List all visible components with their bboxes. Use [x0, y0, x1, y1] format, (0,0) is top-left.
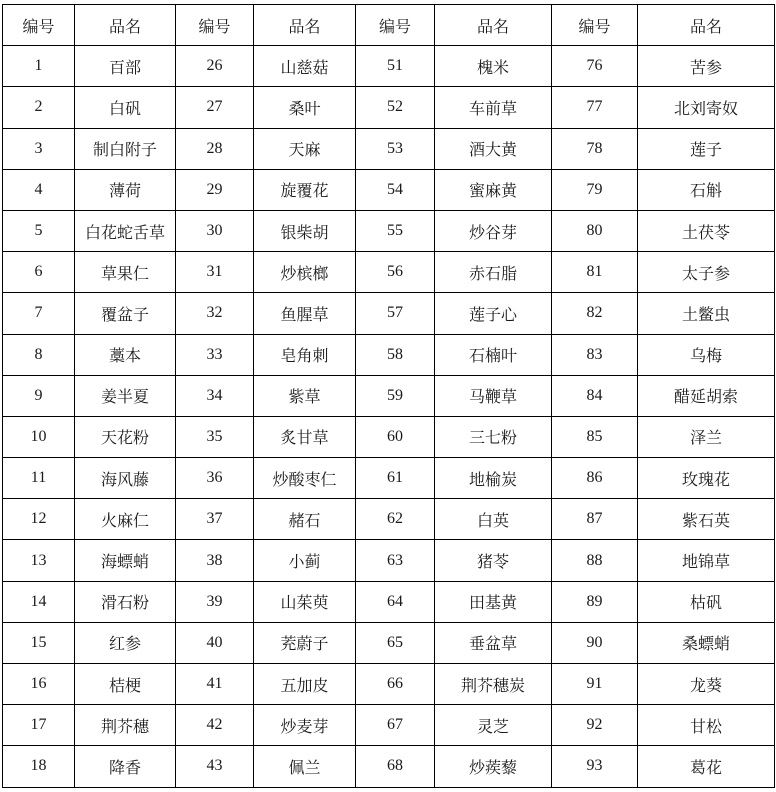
table-row: [3, 458, 775, 499]
cell-herb-name: 茺蔚子: [254, 622, 356, 663]
cell-number: 85: [552, 416, 638, 457]
cell-number: 88: [552, 540, 638, 581]
cell-herb-name: 灵芝: [435, 705, 552, 746]
cell-number: 55: [356, 210, 435, 251]
cell-herb-name: 马鞭草: [435, 375, 552, 416]
cell-number: 13: [3, 540, 75, 581]
herb-table: [2, 4, 775, 788]
cell-number: 92: [552, 705, 638, 746]
cell-herb-name: 荆芥穗炭: [435, 664, 552, 705]
cell-herb-name: 葛花: [638, 746, 775, 787]
cell-number: 53: [356, 128, 435, 169]
header-number: 编号: [356, 5, 435, 46]
table-row: [3, 128, 775, 169]
cell-herb-name: 炙甘草: [254, 416, 356, 457]
cell-herb-name: 枯矾: [638, 581, 775, 622]
cell-number: 78: [552, 128, 638, 169]
cell-number: 56: [356, 252, 435, 293]
cell-herb-name: 桑螵蛸: [638, 622, 775, 663]
cell-number: 66: [356, 664, 435, 705]
cell-herb-name: 佩兰: [254, 746, 356, 787]
cell-herb-name: 降香: [75, 746, 176, 787]
header-name: 品名: [638, 5, 775, 46]
cell-number: 60: [356, 416, 435, 457]
cell-number: 36: [176, 458, 254, 499]
cell-number: 76: [552, 46, 638, 87]
cell-herb-name: 槐米: [435, 46, 552, 87]
cell-herb-name: 天花粉: [75, 416, 176, 457]
cell-number: 41: [176, 664, 254, 705]
cell-herb-name: 土鳖虫: [638, 293, 775, 334]
cell-number: 83: [552, 334, 638, 375]
cell-herb-name: 炒酸枣仁: [254, 458, 356, 499]
cell-number: 63: [356, 540, 435, 581]
cell-herb-name: 乌梅: [638, 334, 775, 375]
cell-number: 61: [356, 458, 435, 499]
cell-number: 58: [356, 334, 435, 375]
cell-number: 82: [552, 293, 638, 334]
cell-number: 10: [3, 416, 75, 457]
header-name: 品名: [435, 5, 552, 46]
cell-number: 7: [3, 293, 75, 334]
cell-herb-name: 紫石英: [638, 499, 775, 540]
cell-herb-name: 猪苓: [435, 540, 552, 581]
cell-herb-name: 地锦草: [638, 540, 775, 581]
table-row: [3, 293, 775, 334]
table-row: [3, 705, 775, 746]
cell-herb-name: 皂角刺: [254, 334, 356, 375]
cell-herb-name: 红参: [75, 622, 176, 663]
cell-number: 59: [356, 375, 435, 416]
cell-herb-name: 白英: [435, 499, 552, 540]
cell-herb-name: 姜半夏: [75, 375, 176, 416]
cell-herb-name: 小蓟: [254, 540, 356, 581]
cell-herb-name: 地榆炭: [435, 458, 552, 499]
cell-herb-name: 藁本: [75, 334, 176, 375]
cell-herb-name: 醋延胡索: [638, 375, 775, 416]
cell-number: 62: [356, 499, 435, 540]
cell-herb-name: 白花蛇舌草: [75, 210, 176, 251]
cell-herb-name: 百部: [75, 46, 176, 87]
table-row: [3, 169, 775, 210]
cell-number: 8: [3, 334, 75, 375]
cell-herb-name: 炒谷芽: [435, 210, 552, 251]
cell-number: 84: [552, 375, 638, 416]
cell-herb-name: 赤石脂: [435, 252, 552, 293]
cell-number: 40: [176, 622, 254, 663]
table-row: [3, 746, 775, 787]
cell-number: 26: [176, 46, 254, 87]
cell-herb-name: 草果仁: [75, 252, 176, 293]
header-name: 品名: [75, 5, 176, 46]
cell-number: 9: [3, 375, 75, 416]
cell-herb-name: 土茯苓: [638, 210, 775, 251]
cell-number: 52: [356, 87, 435, 128]
cell-number: 89: [552, 581, 638, 622]
cell-herb-name: 炒蒺藜: [435, 746, 552, 787]
cell-herb-name: 垂盆草: [435, 622, 552, 663]
cell-number: 33: [176, 334, 254, 375]
table-row: [3, 664, 775, 705]
table-body: [3, 46, 775, 787]
cell-herb-name: 海螵蛸: [75, 540, 176, 581]
cell-number: 16: [3, 664, 75, 705]
cell-herb-name: 莲子心: [435, 293, 552, 334]
header-name: 品名: [254, 5, 356, 46]
table-row: [3, 622, 775, 663]
cell-herb-name: 荆芥穗: [75, 705, 176, 746]
cell-number: 65: [356, 622, 435, 663]
cell-herb-name: 苦参: [638, 46, 775, 87]
table-row: [3, 46, 775, 87]
cell-number: 91: [552, 664, 638, 705]
cell-number: 31: [176, 252, 254, 293]
table-row: [3, 375, 775, 416]
cell-herb-name: 炒槟榔: [254, 252, 356, 293]
cell-number: 32: [176, 293, 254, 334]
cell-number: 51: [356, 46, 435, 87]
cell-number: 42: [176, 705, 254, 746]
table-row: [3, 499, 775, 540]
cell-number: 64: [356, 581, 435, 622]
cell-number: 57: [356, 293, 435, 334]
cell-number: 81: [552, 252, 638, 293]
cell-herb-name: 旋覆花: [254, 169, 356, 210]
cell-number: 35: [176, 416, 254, 457]
cell-herb-name: 太子参: [638, 252, 775, 293]
cell-herb-name: 甘松: [638, 705, 775, 746]
cell-number: 34: [176, 375, 254, 416]
cell-number: 39: [176, 581, 254, 622]
cell-number: 2: [3, 87, 75, 128]
cell-number: 17: [3, 705, 75, 746]
cell-herb-name: 白矾: [75, 87, 176, 128]
cell-herb-name: 蜜麻黄: [435, 169, 552, 210]
cell-number: 29: [176, 169, 254, 210]
cell-number: 28: [176, 128, 254, 169]
cell-herb-name: 桑叶: [254, 87, 356, 128]
table-row: [3, 416, 775, 457]
cell-number: 6: [3, 252, 75, 293]
table-row: [3, 210, 775, 251]
cell-number: 38: [176, 540, 254, 581]
cell-number: 5: [3, 210, 75, 251]
table-row: [3, 334, 775, 375]
table-row: [3, 540, 775, 581]
cell-herb-name: 石斛: [638, 169, 775, 210]
cell-herb-name: 酒大黄: [435, 128, 552, 169]
cell-number: 11: [3, 458, 75, 499]
cell-number: 1: [3, 46, 75, 87]
cell-herb-name: 制白附子: [75, 128, 176, 169]
header-row: [3, 5, 775, 46]
cell-herb-name: 龙葵: [638, 664, 775, 705]
cell-herb-name: 海风藤: [75, 458, 176, 499]
header-number: 编号: [3, 5, 75, 46]
cell-number: 79: [552, 169, 638, 210]
cell-herb-name: 天麻: [254, 128, 356, 169]
cell-number: 77: [552, 87, 638, 128]
table-row: [3, 252, 775, 293]
cell-number: 30: [176, 210, 254, 251]
cell-herb-name: 北刘寄奴: [638, 87, 775, 128]
table-row: [3, 581, 775, 622]
cell-herb-name: 车前草: [435, 87, 552, 128]
header-number: 编号: [552, 5, 638, 46]
cell-herb-name: 三七粉: [435, 416, 552, 457]
cell-number: 18: [3, 746, 75, 787]
cell-herb-name: 莲子: [638, 128, 775, 169]
cell-herb-name: 薄荷: [75, 169, 176, 210]
cell-herb-name: 桔梗: [75, 664, 176, 705]
cell-number: 90: [552, 622, 638, 663]
cell-number: 43: [176, 746, 254, 787]
table-row: [3, 87, 775, 128]
cell-number: 14: [3, 581, 75, 622]
cell-number: 27: [176, 87, 254, 128]
cell-herb-name: 炒麦芽: [254, 705, 356, 746]
cell-number: 37: [176, 499, 254, 540]
cell-number: 15: [3, 622, 75, 663]
cell-number: 87: [552, 499, 638, 540]
cell-herb-name: 山慈菇: [254, 46, 356, 87]
cell-herb-name: 滑石粉: [75, 581, 176, 622]
cell-number: 67: [356, 705, 435, 746]
cell-number: 3: [3, 128, 75, 169]
cell-herb-name: 鱼腥草: [254, 293, 356, 334]
cell-herb-name: 山茱萸: [254, 581, 356, 622]
cell-number: 12: [3, 499, 75, 540]
cell-number: 86: [552, 458, 638, 499]
cell-herb-name: 银柴胡: [254, 210, 356, 251]
header-number: 编号: [176, 5, 254, 46]
cell-herb-name: 紫草: [254, 375, 356, 416]
cell-number: 4: [3, 169, 75, 210]
cell-number: 80: [552, 210, 638, 251]
cell-herb-name: 赭石: [254, 499, 356, 540]
cell-herb-name: 田基黄: [435, 581, 552, 622]
cell-number: 93: [552, 746, 638, 787]
cell-herb-name: 石楠叶: [435, 334, 552, 375]
cell-number: 54: [356, 169, 435, 210]
cell-herb-name: 泽兰: [638, 416, 775, 457]
cell-herb-name: 五加皮: [254, 664, 356, 705]
cell-herb-name: 火麻仁: [75, 499, 176, 540]
cell-herb-name: 覆盆子: [75, 293, 176, 334]
cell-number: 68: [356, 746, 435, 787]
cell-herb-name: 玫瑰花: [638, 458, 775, 499]
